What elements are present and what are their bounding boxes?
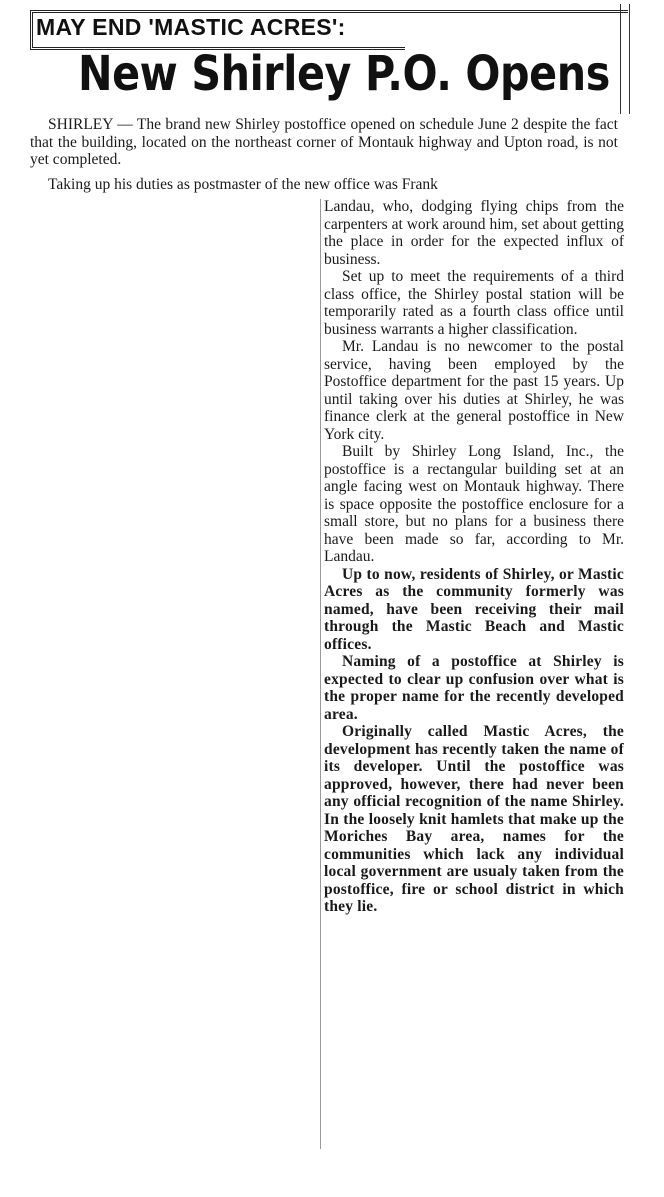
- article-body-column: [324, 198, 624, 916]
- paragraph-continuation: Landau, who, dodging flying chips from the carpenters at work around him, set about getting the place in order for the expected influx of business.: [324, 198, 624, 268]
- lede-second-paragraph-start: Taking up his duties as postmaster of the new office was Frank: [48, 176, 438, 193]
- paragraph-naming: Naming of a postoffice at Shirley is expected to clear up confusion over what is the proper name for the recently developed area.: [324, 653, 624, 723]
- paragraph-landau-background: Mr. Landau is no newcomer to the postal service, having been employed by the Postoffice department for the past 15 years. Up until taking over his duties at Shirley, he was finance clerk at the general postoffice in New York city.: [324, 338, 624, 443]
- main-headline: New Shirley P.O. Opens: [78, 46, 610, 102]
- paragraph-mail-service: Up to now, residents of Shirley, or Mastic Acres as the community formerly was named, have been receiving their mail through the Mastic Beach and Mastic offices.: [324, 565, 624, 653]
- top-rule: [402, 10, 628, 16]
- paragraph-building: Built by Shirley Long Island, Inc., the postoffice is a rectangular building set at an angle facing west on Montauk highway. There is space opposite the postoffice enclosure for a small store, but no plans for a business there have been made so far, according to Mr. Landau.: [324, 443, 624, 565]
- right-frame-rule: [620, 4, 630, 114]
- news-clipping: [22, 4, 632, 1189]
- lede-paragraph: SHIRLEY — The brand new Shirley postoffice opened on schedule June 2 despite the fact that the building, located on the northeast corner of Montauk highway and Upton road, is not yet completed.: [30, 116, 618, 168]
- column-margin-rule: [320, 199, 321, 1149]
- paragraph-classification: Set up to meet the requirements of a third class office, the Shirley postal station will be temporarily rated as a fourth class office until business warrants a higher classification.: [324, 268, 624, 338]
- paragraph-history: Originally called Mastic Acres, the development has recently taken the name of its developer. Until the postoffice was approved, however, there had never been any official recognition of the name Shirley. In the loosely knit hamlets that make up the Moriches Bay area, names for the communities which lack any individual local government are usualy taken from the postoffice, fire or school district in which they lie.: [324, 723, 624, 915]
- kicker-headline: MAY END 'MASTIC ACRES':: [36, 14, 346, 40]
